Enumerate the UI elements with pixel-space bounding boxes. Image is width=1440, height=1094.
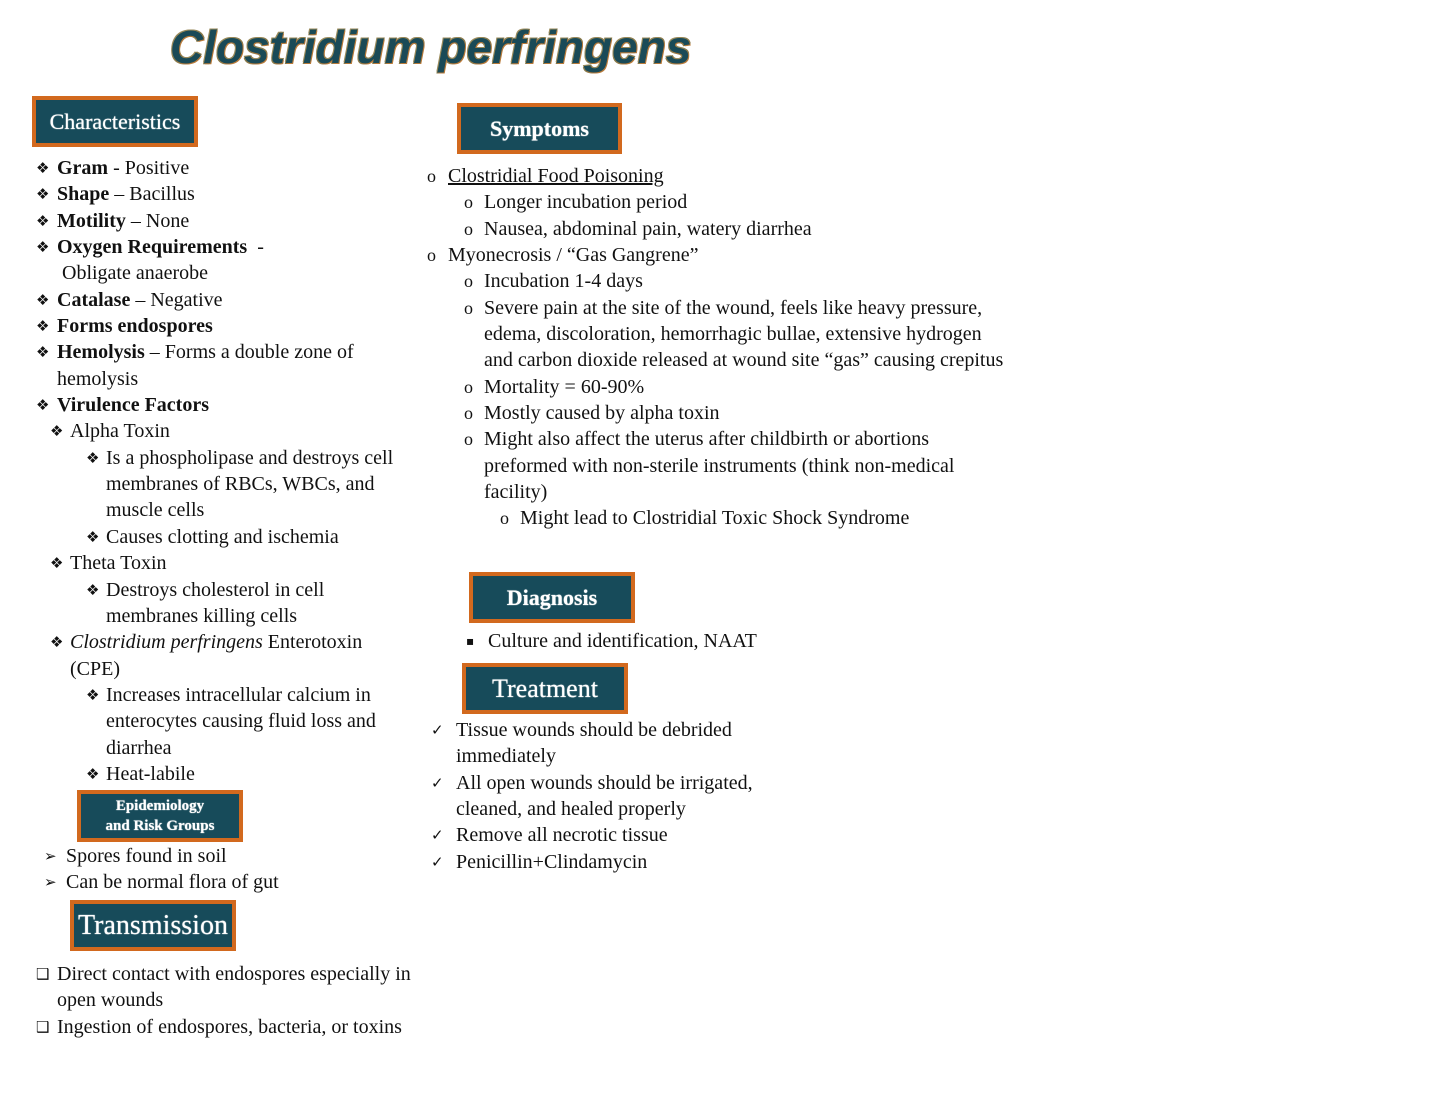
item-label: Virulence Factors — [57, 394, 209, 417]
transmission-list — [36, 961, 452, 1040]
item-label: Hemolysis — [57, 341, 145, 364]
list-item — [36, 287, 407, 313]
list-item — [431, 717, 788, 770]
item-text: All open wounds should be irrigated, cleaned, and healed properly — [456, 771, 753, 821]
circle-bullet-icon: o — [427, 166, 436, 186]
factor-name: Enterotoxin (CPE) — [70, 631, 363, 680]
item-text: Might lead to Clostridial Toxic Shock Syndrome — [520, 507, 910, 530]
item-text: Heat-labile — [106, 762, 195, 785]
diamond-bullet-icon: ❖ — [86, 527, 100, 546]
item-text: Penicillin+Clindamycin — [456, 850, 648, 873]
diamond-bullet-icon: ❖ — [86, 580, 100, 599]
list-item — [464, 400, 1006, 426]
circle-bullet-icon: o — [500, 508, 509, 529]
item-title: Clostridial Food Poisoning — [448, 165, 664, 187]
factor-name: Theta Toxin — [70, 552, 167, 575]
item-label: Motility — [57, 209, 126, 232]
circle-bullet-icon: o — [464, 376, 473, 397]
item-label: Shape — [57, 183, 110, 206]
item-value: – Bacillus — [109, 183, 195, 206]
diamond-bullet-icon: ❖ — [86, 448, 100, 467]
page-title: Clostridium perfringens — [170, 21, 692, 73]
virulence-factor-alpha — [36, 418, 408, 444]
item-label: Oxygen Requirements — [57, 236, 248, 259]
item-text: Direct contact with endospores especially in open wounds — [57, 963, 411, 1012]
list-item — [36, 313, 407, 339]
item-value: - — [247, 236, 264, 259]
epidemiology-list — [44, 843, 279, 896]
list-item — [427, 242, 1006, 268]
item-text: Is a phospholipase and destroys cell membranes of RBCs, WBCs, and muscle cells — [106, 446, 394, 522]
treatment-header: Treatment — [462, 663, 628, 714]
item-text: Ingestion of endospores, bacteria, or toxins — [57, 1015, 402, 1038]
epidemiology-header — [77, 790, 243, 842]
circle-bullet-icon: o — [464, 403, 473, 424]
list-item — [86, 761, 408, 787]
diamond-bullet-icon: ❖ — [36, 185, 50, 204]
list-item — [44, 843, 279, 869]
list-item — [464, 189, 1006, 215]
list-item — [464, 268, 1006, 294]
check-icon: ✓ — [431, 852, 444, 871]
circle-bullet-icon: o — [464, 218, 473, 239]
diamond-bullet-icon: ❖ — [36, 396, 50, 415]
list-item — [466, 628, 757, 654]
check-icon: ✓ — [431, 721, 444, 739]
list-item — [36, 1014, 452, 1040]
list-item — [36, 208, 407, 234]
item-text: Incubation 1-4 days — [484, 270, 643, 293]
checkbox-bullet-icon: ❑ — [36, 1017, 50, 1036]
list-item — [86, 682, 408, 761]
diamond-bullet-icon: ❖ — [50, 422, 64, 441]
item-title: Myonecrosis / “Gas Gangrene” — [448, 244, 699, 267]
checkbox-bullet-icon: ❑ — [36, 965, 50, 983]
list-item — [427, 163, 1006, 189]
list-item — [36, 181, 407, 207]
item-text: Severe pain at the site of the wound, feels like heavy pressure, edema, discoloration, hemorrhagic bullae, extensive hydrogen and carbon dioxide released at wound site “gas” causing crepitus — [484, 296, 1004, 372]
list-item — [86, 445, 408, 524]
circle-bullet-icon: o — [464, 429, 473, 450]
list-item — [36, 339, 397, 392]
item-label: Gram — [57, 157, 109, 179]
item-label: Catalase — [57, 288, 131, 311]
treatment-list — [431, 717, 788, 875]
list-item — [464, 426, 1006, 505]
item-value: - Positive — [108, 157, 190, 179]
list-item — [86, 577, 408, 630]
circle-bullet-icon: o — [464, 192, 473, 213]
diamond-bullet-icon: ❖ — [50, 554, 64, 573]
item-text: Longer incubation period — [484, 191, 688, 214]
diamond-bullet-icon: ❖ — [36, 290, 50, 309]
item-text: Tissue wounds should be debrided immediately — [456, 719, 732, 768]
list-item — [86, 524, 408, 550]
header-line: and Risk Groups — [105, 818, 215, 834]
item-text: Destroys cholesterol in cell membranes killing cells — [106, 578, 325, 627]
list-item — [500, 505, 1006, 531]
circle-bullet-icon: o — [427, 245, 436, 266]
list-item — [36, 234, 407, 260]
arrow-bullet-icon: ➢ — [44, 847, 57, 865]
list-item — [431, 822, 788, 848]
factor-name: Alpha Toxin — [70, 420, 170, 443]
transmission-header: Transmission — [70, 900, 236, 951]
item-text: Might also affect the uterus after childbirth or abortions preformed with non-sterile instruments (think non-medical facility) — [484, 428, 955, 504]
item-value: – Forms a double zone of hemolysis — [57, 341, 354, 390]
item-value: – None — [125, 209, 190, 232]
symptoms-list — [427, 163, 1006, 532]
check-icon: ✓ — [431, 773, 444, 792]
circle-bullet-icon: o — [464, 271, 473, 292]
diamond-bullet-icon: ❖ — [36, 159, 50, 177]
diamond-bullet-icon: ❖ — [36, 211, 50, 230]
item-text: Mostly caused by alpha toxin — [484, 402, 720, 425]
item-continuation: Obligate anaerobe — [62, 262, 209, 285]
check-icon: ✓ — [431, 826, 444, 845]
factor-name-italic: Clostridium perfringens — [70, 631, 263, 654]
virulence-factor-theta — [36, 550, 408, 576]
square-bullet-icon: ▪ — [466, 634, 475, 648]
diamond-bullet-icon: ❖ — [36, 238, 50, 257]
list-item — [464, 295, 1006, 374]
item-text: Increases intracellular calcium in enterocytes causing fluid loss and diarrhea — [106, 683, 376, 759]
diagnosis-list — [466, 628, 757, 654]
item-value: – Negative — [130, 288, 223, 311]
item-text: Culture and identification, NAAT — [488, 630, 757, 652]
diamond-bullet-icon: ❖ — [86, 764, 100, 783]
list-item — [44, 869, 279, 895]
item-text: Causes clotting and ischemia — [106, 525, 339, 548]
item-text: Spores found in soil — [66, 845, 227, 867]
virulence-factor-cpe — [50, 629, 400, 682]
list-item — [36, 155, 407, 181]
diamond-bullet-icon: ❖ — [36, 317, 50, 336]
diamond-bullet-icon: ❖ — [86, 685, 100, 704]
diamond-bullet-icon: ❖ — [50, 633, 64, 652]
list-item — [464, 216, 1006, 242]
item-text: Remove all necrotic tissue — [456, 824, 668, 847]
list-item — [36, 392, 407, 418]
item-text: Nausea, abdominal pain, watery diarrhea — [484, 217, 812, 240]
list-item — [431, 849, 788, 875]
header-line: Epidemiology — [115, 798, 205, 814]
diagnosis-header: Diagnosis — [469, 572, 635, 623]
list-item — [431, 770, 788, 823]
item-label: Forms endospores — [57, 315, 213, 338]
list-item — [36, 961, 452, 1014]
list-item — [464, 374, 1006, 400]
diamond-bullet-icon: ❖ — [36, 343, 50, 362]
circle-bullet-icon: o — [464, 297, 473, 318]
symptoms-header: Symptoms — [457, 103, 622, 154]
arrow-bullet-icon: ➢ — [44, 873, 57, 892]
item-text: Can be normal flora of gut — [66, 871, 279, 894]
characteristics-list — [36, 155, 408, 787]
item-text: Mortality = 60-90% — [484, 375, 645, 398]
characteristics-header: Characteristics — [32, 96, 198, 147]
